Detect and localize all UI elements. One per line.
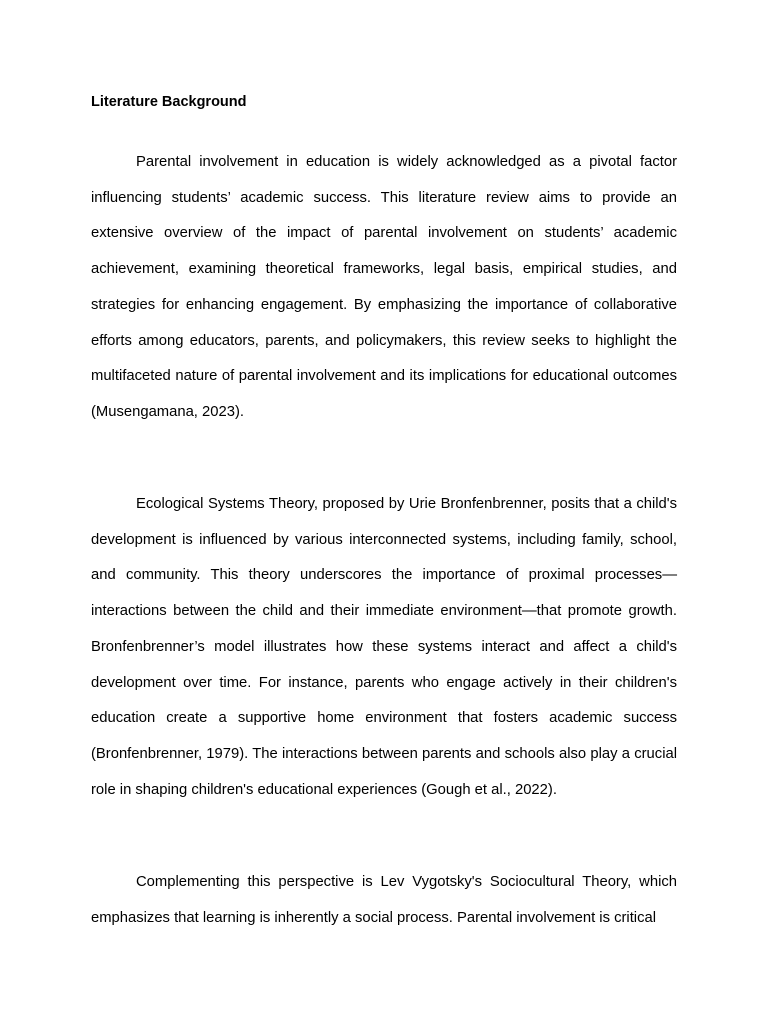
paragraph-intro: Parental involvement in education is widely acknowledged as a pivotal factor influencing students’ academic success. This literature review aims to provide an extensive overview of the impact of parental involvement on students’ academic achievement, examining theoretical frameworks, legal basis, empirical studies, and strategies for enhancing engagement. By emphasizing the importance of collaborative efforts among educators, parents, and policymakers, this review seeks to highlight the multifaceted nature of parental involvement and its implications for educational outcomes (Musengamana, 2023). bbox=[91, 154, 677, 420]
document-page bbox=[91, 0, 677, 1024]
paragraph-sociocultural: Complementing this perspective is Lev Vygotsky's Sociocultural Theory, which emphasizes that learning is inherently a social process. Parental involvement is critical bbox=[91, 874, 677, 926]
section-heading: Literature Background bbox=[91, 94, 247, 110]
paragraph-ecological-systems: Ecological Systems Theory, proposed by Urie Bronfenbrenner, posits that a child's development is influenced by various interconnected systems, including family, school, and community. This theory underscores the importance of proximal processes—interactions between the child and their immediate environment—that promote growth. Bronfenbrenner’s model illustrates how these systems interact and affect a child's development over time. For instance, parents who engage actively in their children's education create a supportive home environment that fosters academic success (Bronfenbrenner, 1979). The interactions between parents and schools also play a crucial role in shaping children's educational experiences (Gough et al., 2022). bbox=[91, 496, 677, 798]
